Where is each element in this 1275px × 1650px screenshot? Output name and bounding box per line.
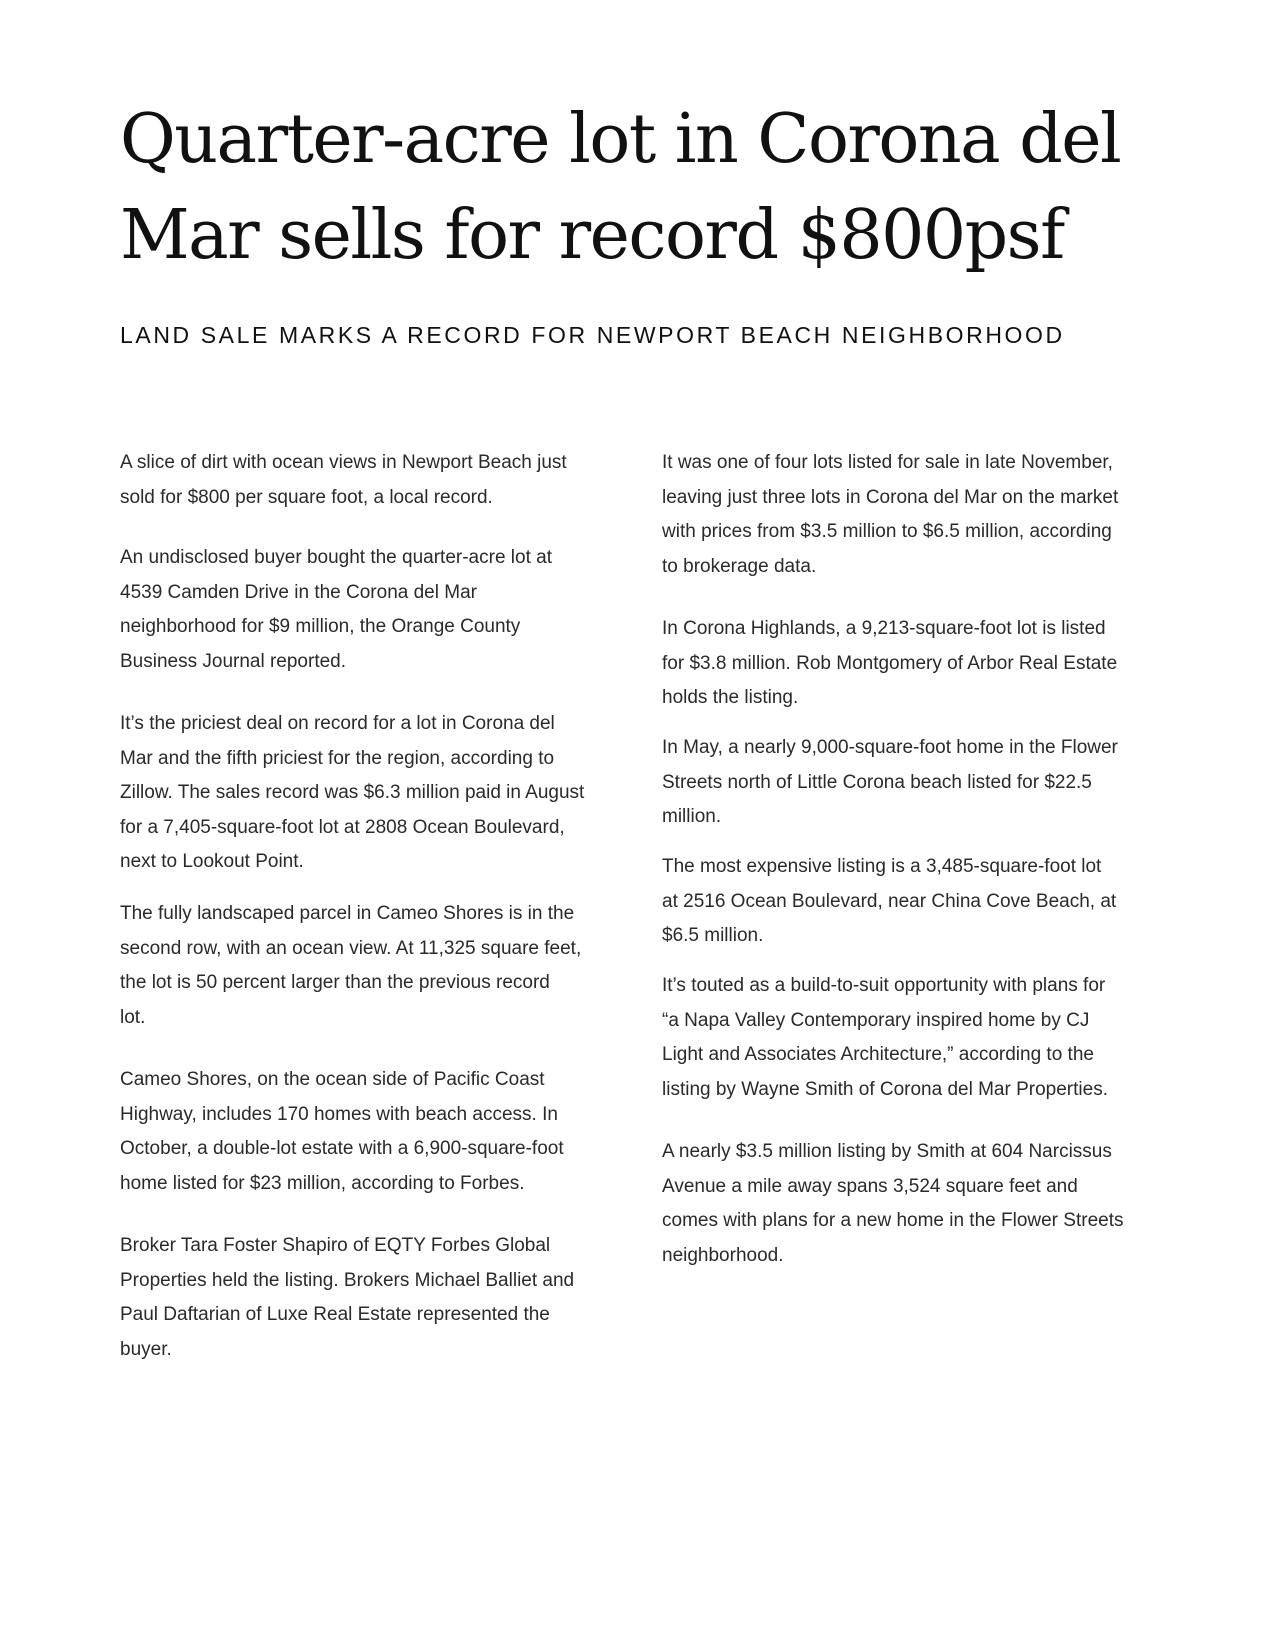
text-line: Light and Associates Architecture,” according to the [662, 1044, 1094, 1065]
text-line: The fully landscaped parcel in Cameo Shores is in the [120, 903, 575, 924]
paragraph [120, 1229, 640, 1367]
text-line: comes with plans for a new home in the Flower Streets [662, 1210, 1124, 1231]
text-line: listing by Wayne Smith of Corona del Mar Properties. [662, 1078, 1108, 1100]
text-line: to brokerage data. [662, 555, 817, 577]
text-line: holds the listing. [662, 687, 799, 708]
paragraph [120, 446, 640, 515]
text-line: with prices from $3.5 million to $6.5 million, according [662, 521, 1112, 542]
text-line: million. [662, 806, 722, 827]
text-line: The most expensive listing is a 3,485-square-foot lot [662, 856, 1102, 877]
text-line: October, a double-lot estate with a 6,900-square-foot [120, 1138, 564, 1159]
text-line: In Corona Highlands, a 9,213-square-foot lot is listed [662, 618, 1106, 639]
paragraph [662, 612, 1182, 716]
text-line: Zillow. The sales record was $6.3 million paid in August [120, 782, 585, 803]
text-line: $6.5 million. [662, 925, 764, 946]
text-line: for $3.8 million. Rob Montgomery of Arbor Real Estate [662, 652, 1118, 674]
text-line: 4539 Camden Drive in the Corona del Mar [120, 581, 477, 603]
text-line: An undisclosed buyer bought the quarter-acre lot at [120, 547, 552, 568]
text-line: It was one of four lots listed for sale in late November, [662, 452, 1113, 473]
headline [120, 92, 1160, 284]
text-line: Avenue a mile away spans 3,524 square feet and [662, 1175, 1078, 1197]
text-line: the lot is 50 percent larger than the previous record [120, 972, 550, 993]
text-line: A slice of dirt with ocean views in Newport Beach just [120, 452, 567, 473]
paragraph [662, 446, 1182, 584]
text-line: Paul Daftarian of Luxe Real Estate represented the [120, 1304, 550, 1325]
text-line: Mar and the fifth priciest for the region, according to [120, 747, 555, 769]
text-line: next to Lookout Point. [120, 851, 304, 872]
paragraph [120, 897, 640, 1035]
text-line: It’s touted as a build-to-suit opportunity with plans for [662, 975, 1106, 996]
text-line: neighborhood for $9 million, the Orange County [120, 616, 521, 637]
text-line: neighborhood. [662, 1244, 784, 1266]
text-line: A nearly $3.5 million listing by Smith at 604 Narcissus [662, 1141, 1112, 1162]
text-line: buyer. [120, 1338, 172, 1360]
headline-line: Mar sells for record $800psf [120, 196, 1064, 275]
paragraph [662, 850, 1182, 954]
text-line: for a 7,405-square-foot lot at 2808 Ocean Boulevard, [120, 816, 565, 838]
paragraph [120, 541, 640, 679]
text-line: Business Journal reported. [120, 650, 347, 672]
text-line: at 2516 Ocean Boulevard, near China Cove Beach, at [662, 890, 1117, 912]
text-line: Broker Tara Foster Shapiro of EQTY Forbes Global [120, 1235, 551, 1256]
text-line: Streets north of Little Corona beach listed for $22.5 [662, 771, 1092, 793]
paragraph [120, 707, 640, 880]
text-line: Cameo Shores, on the ocean side of Pacific Coast [120, 1069, 545, 1090]
text-line: In May, a nearly 9,000-square-foot home in the Flower [662, 737, 1118, 758]
text-line: Properties held the listing. Brokers Michael Balliet and [120, 1269, 575, 1291]
text-line: It’s the priciest deal on record for a lot in Corona del [120, 713, 555, 734]
text-line: home listed for $23 million, according to Forbes. [120, 1172, 525, 1194]
text-line: second row, with an ocean view. At 11,325 square feet, [120, 937, 582, 959]
paragraph [662, 969, 1182, 1107]
text-line: sold for $800 per square foot, a local record. [120, 486, 493, 508]
subheadline: LAND SALE MARKS A RECORD FOR NEWPORT BEACH NEIGHBORHOOD [120, 322, 1065, 348]
paragraph [662, 731, 1182, 835]
text-line: “a Napa Valley Contemporary inspired home by CJ [662, 1009, 1090, 1031]
text-line: lot. [120, 1006, 146, 1028]
headline-line: Quarter-acre lot in Corona del [120, 100, 1121, 179]
paragraph [120, 1063, 640, 1201]
paragraph [662, 1135, 1182, 1273]
text-line: Highway, includes 170 homes with beach access. In [120, 1103, 558, 1125]
text-line: leaving just three lots in Corona del Mar on the market [662, 486, 1119, 508]
